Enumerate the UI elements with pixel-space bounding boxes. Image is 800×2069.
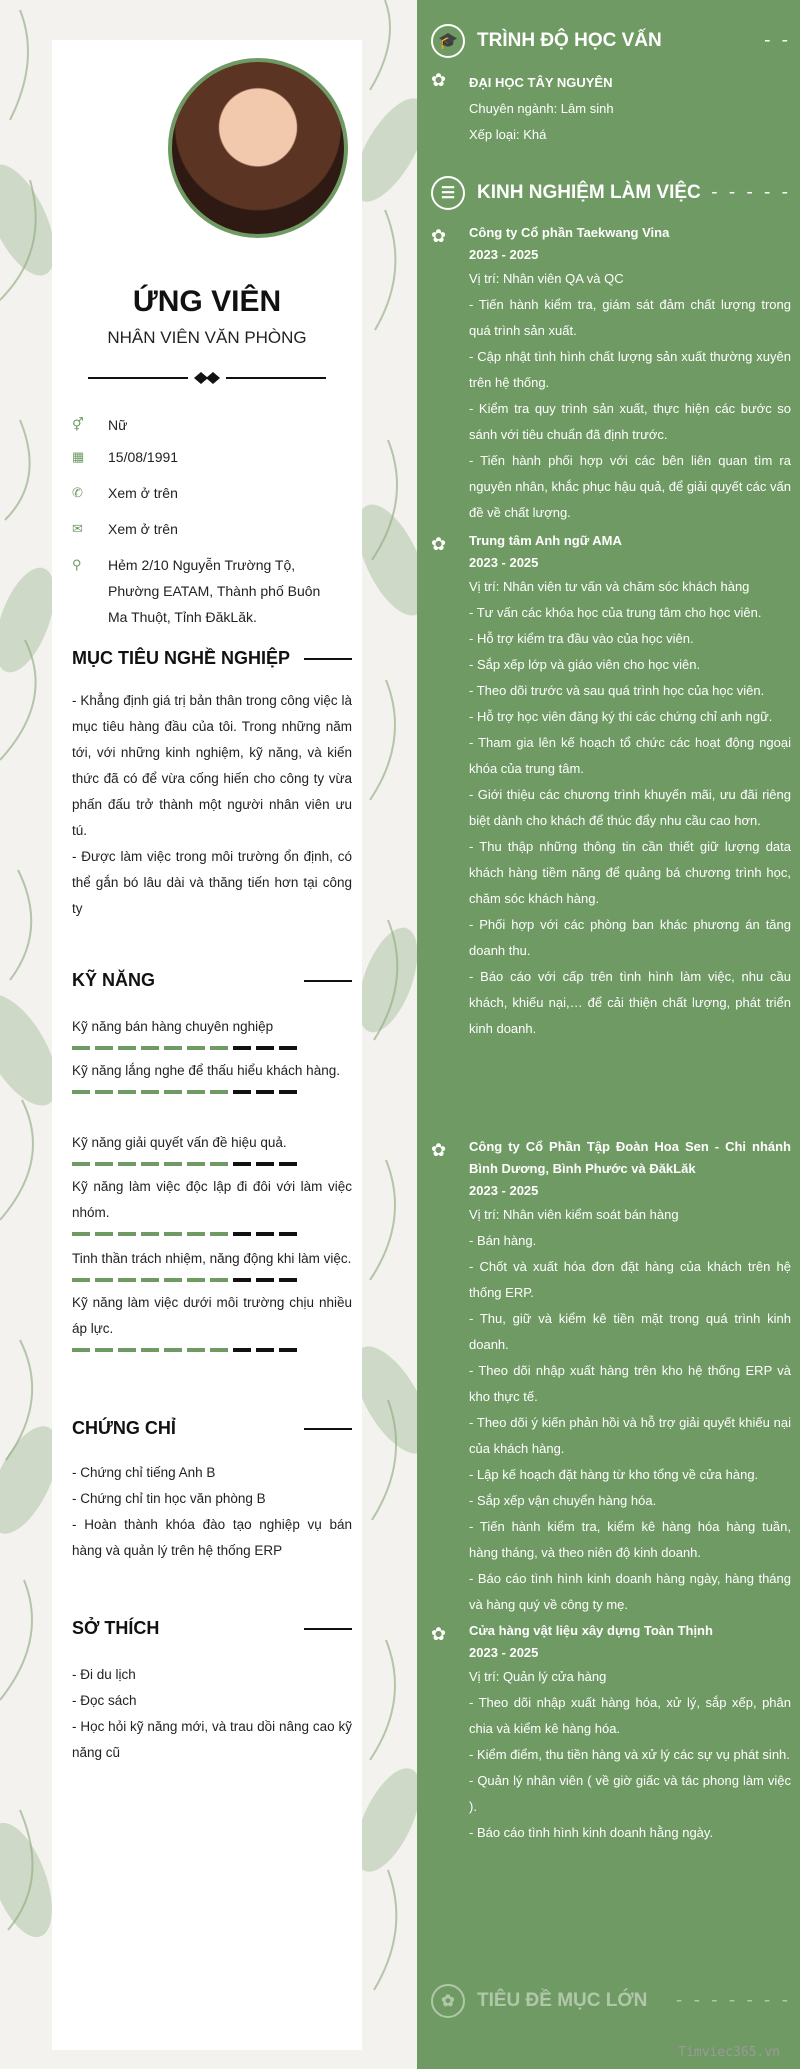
job-duty: - Theo dõi trước và sau quá trình học của học viên.	[469, 683, 765, 698]
birthday-row	[72, 444, 352, 470]
job-duty: - Kiểm điểm, thu tiền hàng và xử lý các sự vụ phát sinh.	[469, 1747, 790, 1762]
flower-bullet-icon: ✿	[431, 226, 447, 246]
skill-level-segment	[233, 1348, 251, 1352]
email-row	[72, 516, 352, 542]
job-position: Vị trí: Nhân viên kiểm soát bán hàng	[469, 1207, 679, 1222]
skill-item	[72, 1290, 352, 1352]
skill-level-segment	[279, 1046, 297, 1050]
profile-column	[52, 40, 362, 2050]
skill-level-segment	[279, 1162, 297, 1166]
certificate-item: - Chứng chỉ tin học văn phòng B	[72, 1491, 266, 1506]
job-duty: - Thu thập những thông tin cần thiết giữ lượng data khách hàng tiềm năng để quảng bá chương trình học, chăm sóc khách hàng.	[469, 839, 791, 906]
skill-item	[72, 1014, 352, 1050]
skill-level-segment	[141, 1090, 159, 1094]
job-duty: - Kiểm tra quy trình sản xuất, thực hiện các bước so sánh với tiêu chuẩn đã định trước.	[469, 401, 791, 442]
skill-level-segment	[233, 1232, 251, 1236]
job-duty: - Hỗ trợ học viên đăng ký thi các chứng chỉ anh ngữ.	[469, 709, 773, 724]
company-name: Trung tâm Anh ngữ AMA	[469, 533, 622, 548]
flower-bullet-icon: ✿	[431, 1624, 447, 1644]
heading-rule	[304, 658, 352, 660]
job-duty: - Báo cáo tình hình kinh doanh hằng ngày.	[469, 1825, 714, 1840]
experience-column	[417, 0, 800, 2069]
job-position: Vị trí: Nhân viên tư vấn và chăm sóc khách hàng	[469, 579, 750, 594]
flower-bullet-icon: ✿	[431, 70, 447, 90]
skill-level-bar	[72, 1232, 352, 1236]
job-duty: - Cập nhật tình hình chất lượng sản xuất thường xuyên trên hệ thống.	[469, 349, 791, 390]
skill-level-segment	[210, 1090, 228, 1094]
skill-level-bar	[72, 1046, 352, 1050]
major: Chuyên ngành: Lâm sinh	[469, 101, 614, 116]
job-period: 2023 - 2025	[469, 555, 539, 570]
heading-rule	[304, 1428, 352, 1430]
objective-heading: MỤC TIÊU NGHỀ NGHIỆP	[72, 648, 352, 669]
skill-level-segment	[164, 1278, 182, 1282]
skill-level-segment	[118, 1090, 136, 1094]
skill-level-segment	[141, 1232, 159, 1236]
phone-value: Xem ở trên	[108, 485, 178, 501]
phone-row	[72, 480, 352, 506]
company-name: Công ty Cổ phần Taekwang Vina	[469, 225, 670, 240]
location-pin-icon: ⚲	[72, 557, 82, 572]
email-value: Xem ở trên	[108, 521, 178, 537]
objective-text	[72, 688, 352, 922]
gender-row	[72, 412, 352, 438]
skill-item	[72, 1130, 352, 1166]
skill-label: Kỹ năng làm việc độc lập đi đôi với làm việc nhóm.	[72, 1179, 352, 1220]
job-duty: - Báo cáo với cấp trên tình hình làm việc, nhu cầu khách, khiếu nại,… để cải thiện chất lượng, phát triển kinh doanh.	[469, 969, 791, 1036]
skill-level-segment	[118, 1046, 136, 1050]
skill-level-segment	[95, 1162, 113, 1166]
skill-label: Kỹ năng bán hàng chuyên nghiệp	[72, 1019, 274, 1034]
skill-level-segment	[164, 1162, 182, 1166]
address-value: Hẻm 2/10 Nguyễn Trường Tộ, Phường EATAM, Thành phố Buôn Ma Thuột, Tỉnh ĐăkLăk.	[108, 557, 321, 625]
skill-level-segment	[72, 1162, 90, 1166]
phone-icon: ✆	[72, 485, 83, 500]
gender-value: Nữ	[108, 417, 128, 433]
objective-paragraph-2: - Được làm việc trong môi trường ổn định, có thể gắn bó lâu dài và thăng tiến hơn tại công ty	[72, 849, 352, 916]
envelope-icon: ✉	[72, 521, 83, 536]
experience-heading: ☰ KINH NGHIỆM LÀM VIỆC - - - - -	[431, 176, 791, 210]
hobbies-list	[72, 1662, 352, 1766]
flower-bullet-icon: ✿	[431, 534, 447, 554]
job-duty: - Phối hợp với các phòng ban khác phương án tăng doanh thu.	[469, 917, 791, 958]
objective-paragraph-1: - Khẳng định giá trị bản thân trong công việc là mục tiêu hàng đầu của tôi. Trong những năm tới, với những kinh nghiệm, kỹ năng, và kiến thức đã có để vừa cống hiến cho công ty vừa phấn đấu trở thành một người nhân viên ưu tú.	[72, 693, 352, 838]
skill-level-segment	[95, 1046, 113, 1050]
skill-level-segment	[118, 1348, 136, 1352]
job-duty: - Sắp xếp lớp và giáo viên cho học viên.	[469, 657, 701, 672]
job-duty: - Sắp xếp vận chuyển hàng hóa.	[469, 1493, 657, 1508]
skill-level-segment	[118, 1162, 136, 1166]
rank: Xếp loại: Khá	[469, 127, 547, 142]
skill-level-segment	[187, 1090, 205, 1094]
job-entry	[469, 530, 791, 1042]
certificate-item: - Hoàn thành khóa đào tạo nghiệp vụ bán hàng và quản lý trên hệ thống ERP	[72, 1517, 352, 1558]
skill-level-segment	[256, 1162, 274, 1166]
skill-level-segment	[95, 1232, 113, 1236]
hobbies-heading: SỞ THÍCH	[72, 1618, 352, 1639]
skill-level-segment	[210, 1278, 228, 1282]
skill-level-segment	[164, 1232, 182, 1236]
job-period: 2023 - 2025	[469, 1183, 539, 1198]
job-position: Vị trí: Quản lý cửa hàng	[469, 1669, 607, 1684]
skill-level-segment	[118, 1278, 136, 1282]
skill-level-segment	[210, 1232, 228, 1236]
heading-dash: - - - - - - -	[676, 1990, 791, 2011]
job-duty: - Quản lý nhân viên ( về giờ giấc và tác phong làm việc ).	[469, 1773, 791, 1814]
job-duty: - Tiến hành kiểm tra, kiểm kê hàng hóa hàng tuần, hàng tháng, và theo niên độ kinh doanh.	[469, 1519, 791, 1560]
skill-level-segment	[256, 1348, 274, 1352]
skill-level-bar	[72, 1090, 352, 1094]
avatar	[168, 58, 348, 238]
skill-level-segment	[233, 1046, 251, 1050]
job-duty: - Hỗ trợ kiểm tra đầu vào của học viên.	[469, 631, 694, 646]
certificates-heading: CHỨNG CHỈ	[72, 1418, 352, 1439]
hobby-item: - Học hỏi kỹ năng mới, và trau dồi nâng cao kỹ năng cũ	[72, 1719, 352, 1760]
skill-level-segment	[187, 1046, 205, 1050]
skill-level-segment	[256, 1278, 274, 1282]
skill-level-segment	[256, 1090, 274, 1094]
skill-level-segment	[95, 1090, 113, 1094]
job-duty: - Bán hàng.	[469, 1233, 537, 1248]
skill-level-segment	[164, 1046, 182, 1050]
skill-level-segment	[95, 1278, 113, 1282]
job-duty: - Tiến hành phối hợp với các bên liên quan tìm ra nguyên nhân, khắc phục hậu quả, để giải quyết các vấn đề về chất lượng.	[469, 453, 791, 520]
job-duty: - Tham gia lên kế hoạch tổ chức các hoạt động ngoại khóa của trung tâm.	[469, 735, 791, 776]
skill-level-segment	[279, 1232, 297, 1236]
company-name: Cửa hàng vật liệu xây dựng Toàn Thịnh	[469, 1623, 713, 1638]
job-period: 2023 - 2025	[469, 247, 539, 262]
skill-level-segment	[187, 1162, 205, 1166]
job-duty: - Giới thiệu các chương trình khuyến mãi, ưu đãi riêng biệt dành cho khách để thúc đẩy nhu cầu cao hơn.	[469, 787, 791, 828]
skill-level-segment	[118, 1232, 136, 1236]
emblem-icon: ✿	[431, 1984, 465, 2018]
skill-level-segment	[187, 1232, 205, 1236]
skill-level-segment	[210, 1162, 228, 1166]
skill-level-segment	[141, 1046, 159, 1050]
certificate-item: - Chứng chỉ tiếng Anh B	[72, 1465, 216, 1480]
hobby-item: - Đi du lịch	[72, 1667, 136, 1682]
skill-level-segment	[233, 1162, 251, 1166]
skill-level-segment	[72, 1232, 90, 1236]
skill-level-segment	[72, 1090, 90, 1094]
candidate-role: NHÂN VIÊN VĂN PHÒNG	[107, 328, 307, 347]
job-entry	[469, 1620, 791, 1846]
job-position: Vị trí: Nhân viên QA và QC	[469, 271, 624, 286]
extra-section-heading: ✿ TIÊU ĐỀ MỤC LỚN - - - - - - -	[431, 1984, 791, 2018]
flower-bullet-icon: ✿	[431, 1140, 447, 1160]
skill-label: Kỹ năng lắng nghe để thấu hiểu khách hàng.	[72, 1063, 340, 1078]
skill-level-segment	[187, 1278, 205, 1282]
skill-level-bar	[72, 1162, 352, 1166]
skill-level-segment	[141, 1162, 159, 1166]
skill-level-segment	[233, 1278, 251, 1282]
skill-level-segment	[233, 1090, 251, 1094]
job-duty: - Tiến hành kiểm tra, giám sát đảm chất lượng trong quá trình sản xuất.	[469, 297, 791, 338]
skill-level-segment	[72, 1278, 90, 1282]
name-divider	[88, 370, 326, 386]
skill-level-bar	[72, 1278, 352, 1282]
candidate-name: ỨNG VIÊN	[132, 285, 282, 318]
job-duty: - Tư vấn các khóa học của trung tâm cho học viên.	[469, 605, 762, 620]
heading-rule	[304, 1628, 352, 1630]
job-duty: - Thu, giữ và kiểm kê tiền mặt trong quá trình kinh doanh.	[469, 1311, 791, 1352]
job-duty: - Theo dõi ý kiến phản hồi và hỗ trợ giải quyết khiếu nại của khách hàng.	[469, 1415, 791, 1456]
skill-label: Kỹ năng giải quyết vấn đề hiệu quả.	[72, 1135, 287, 1150]
skill-item	[72, 1174, 352, 1236]
skill-level-segment	[279, 1090, 297, 1094]
skill-level-segment	[72, 1348, 90, 1352]
graduation-cap-icon: 🎓	[431, 24, 465, 58]
skill-level-segment	[210, 1348, 228, 1352]
skill-item	[72, 1246, 352, 1282]
job-duty: - Báo cáo tình hình kinh doanh hàng ngày, hàng tháng và hàng quý về công ty mẹ.	[469, 1571, 791, 1612]
gender-icon: ⚥	[72, 417, 84, 432]
watermark: Timviec365.vn	[678, 2045, 780, 2060]
skills-heading: KỸ NĂNG	[72, 970, 352, 991]
skill-level-segment	[187, 1348, 205, 1352]
skill-level-segment	[279, 1348, 297, 1352]
birthday-value: 15/08/1991	[108, 449, 179, 465]
calendar-icon: ▦	[72, 449, 85, 464]
heading-rule	[304, 980, 352, 982]
skill-label: Kỹ năng làm việc dưới môi trường chịu nhiều áp lực.	[72, 1295, 352, 1336]
skill-level-bar	[72, 1348, 352, 1352]
hobby-item: - Đọc sách	[72, 1693, 137, 1708]
skill-level-segment	[95, 1348, 113, 1352]
certificates-list	[72, 1460, 352, 1564]
skill-level-segment	[72, 1046, 90, 1050]
job-period: 2023 - 2025	[469, 1645, 539, 1660]
address-row	[72, 552, 352, 630]
heading-dash: - -	[764, 30, 791, 51]
skill-level-segment	[164, 1348, 182, 1352]
job-duty: - Chốt và xuất hóa đơn đặt hàng của khách trên hệ thống ERP.	[469, 1259, 791, 1300]
book-stack-icon: ☰	[431, 176, 465, 210]
skill-level-segment	[256, 1232, 274, 1236]
school-name: ĐẠI HỌC TÂY NGUYÊN	[469, 75, 613, 90]
job-entry	[469, 1136, 791, 1618]
skill-level-segment	[256, 1046, 274, 1050]
job-duty: - Theo dõi nhập xuất hàng trên kho hệ thống ERP và kho thực tế.	[469, 1363, 791, 1404]
skill-level-segment	[164, 1090, 182, 1094]
skill-level-segment	[141, 1278, 159, 1282]
education-heading: 🎓 TRÌNH ĐỘ HỌC VẤN - -	[431, 24, 791, 58]
job-duty: - Theo dõi nhập xuất hàng hóa, xử lý, sắp xếp, phân chia và kiểm kê hàng hóa.	[469, 1695, 791, 1736]
skill-item	[72, 1058, 352, 1094]
company-name: Công ty Cổ Phần Tập Đoàn Hoa Sen - Chi nhánh Bình Dương, Bình Phước và ĐăkLăk	[469, 1139, 791, 1176]
skill-label: Tinh thần trách nhiệm, năng động khi làm việc.	[72, 1251, 352, 1266]
education-entry	[469, 70, 791, 148]
job-duty: - Lập kế hoạch đặt hàng từ kho tổng về cửa hàng.	[469, 1467, 759, 1482]
skill-level-segment	[141, 1348, 159, 1352]
skill-level-segment	[279, 1278, 297, 1282]
skill-level-segment	[210, 1046, 228, 1050]
job-entry	[469, 222, 791, 526]
heading-dash: - - - - -	[711, 182, 791, 203]
